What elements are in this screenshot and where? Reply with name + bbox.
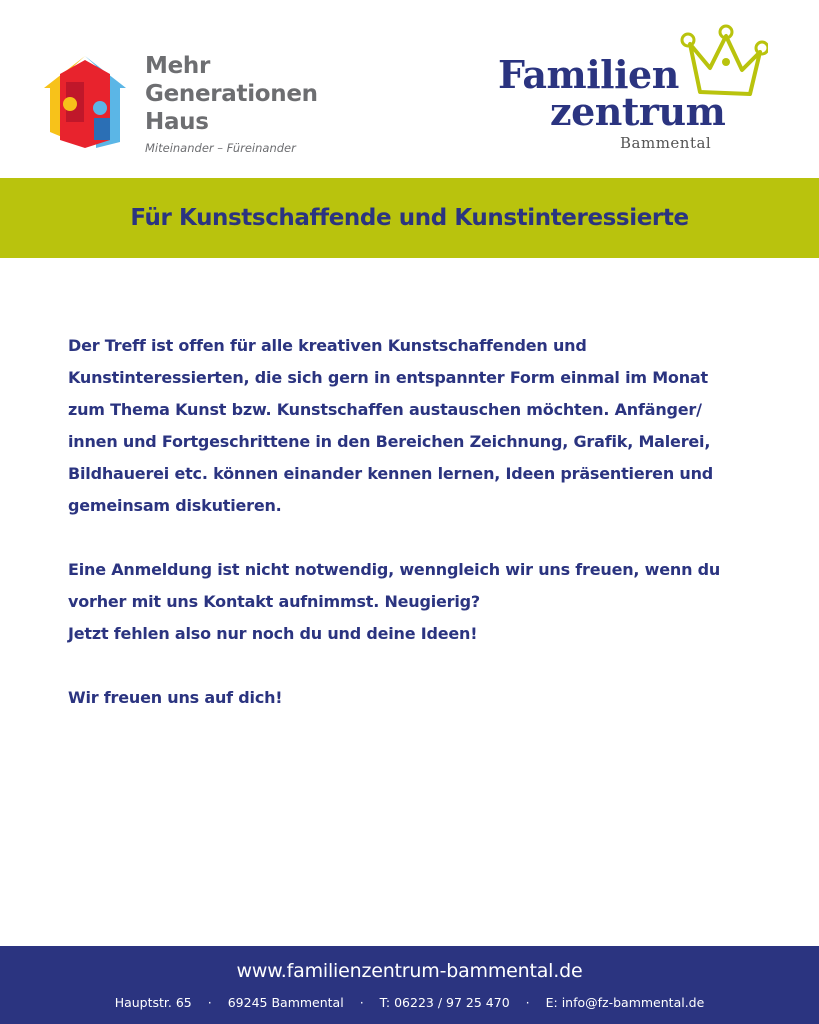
separator: · (207, 995, 212, 1010)
body-text (68, 330, 768, 746)
mgh-logo-line: Haus (145, 109, 209, 135)
separator: · (525, 995, 530, 1010)
city-text: 69245 Bammental (227, 995, 344, 1010)
separator: · (359, 995, 364, 1010)
fz-logo-word-familien: Familien (498, 52, 679, 97)
paragraph: Eine Anmeldung ist nicht notwendig, wenngleich wir uns freuen, wenn du vorher mit uns Kontakt aufnimmst. Neugierig? Jetzt fehlen also nur noch du und deine Ideen! (68, 560, 721, 643)
title-banner (0, 178, 819, 258)
footer (0, 946, 819, 1024)
address-text: Hauptstr. 65 (114, 995, 192, 1010)
mgh-logo-text (145, 52, 318, 155)
fz-logo-place: Bammental (620, 134, 712, 152)
fz-logo-word-zentrum: zentrum (550, 89, 726, 134)
phone-text[interactable]: T: 06223 / 97 25 470 (379, 995, 510, 1010)
website-link[interactable]: www.familienzentrum-bammental.de (236, 960, 583, 982)
contact-line (0, 994, 819, 1012)
mgh-logo-line: Generationen (145, 81, 318, 107)
page-title: Für Kunstschaffende und Kunstinteressierte (130, 205, 689, 231)
mgh-logo-tagline: Miteinander – Füreinander (145, 141, 296, 155)
email-link[interactable]: E: info@fz-bammental.de (545, 995, 705, 1010)
mgh-logo-line: Mehr (145, 53, 211, 79)
header (0, 0, 819, 178)
puzzle-house-icon (40, 52, 130, 148)
paragraph: Der Treff ist offen für alle kreativen Kunstschaffenden und Kunstinteressierten, die sich gern in entspannter Form einmal im Monat zum Thema Kunst bzw. Kunstschaffen austauschen möchten. Anfänger/ innen und Fortgeschrittene in den Bereichen Zeichnung, Grafik, Malerei, Bildhauerei etc. können einander kennen lernen, Ideen präsentieren und gemeinsam diskutieren. (68, 336, 714, 515)
paragraph: Wir freuen uns auf dich! (68, 688, 283, 707)
